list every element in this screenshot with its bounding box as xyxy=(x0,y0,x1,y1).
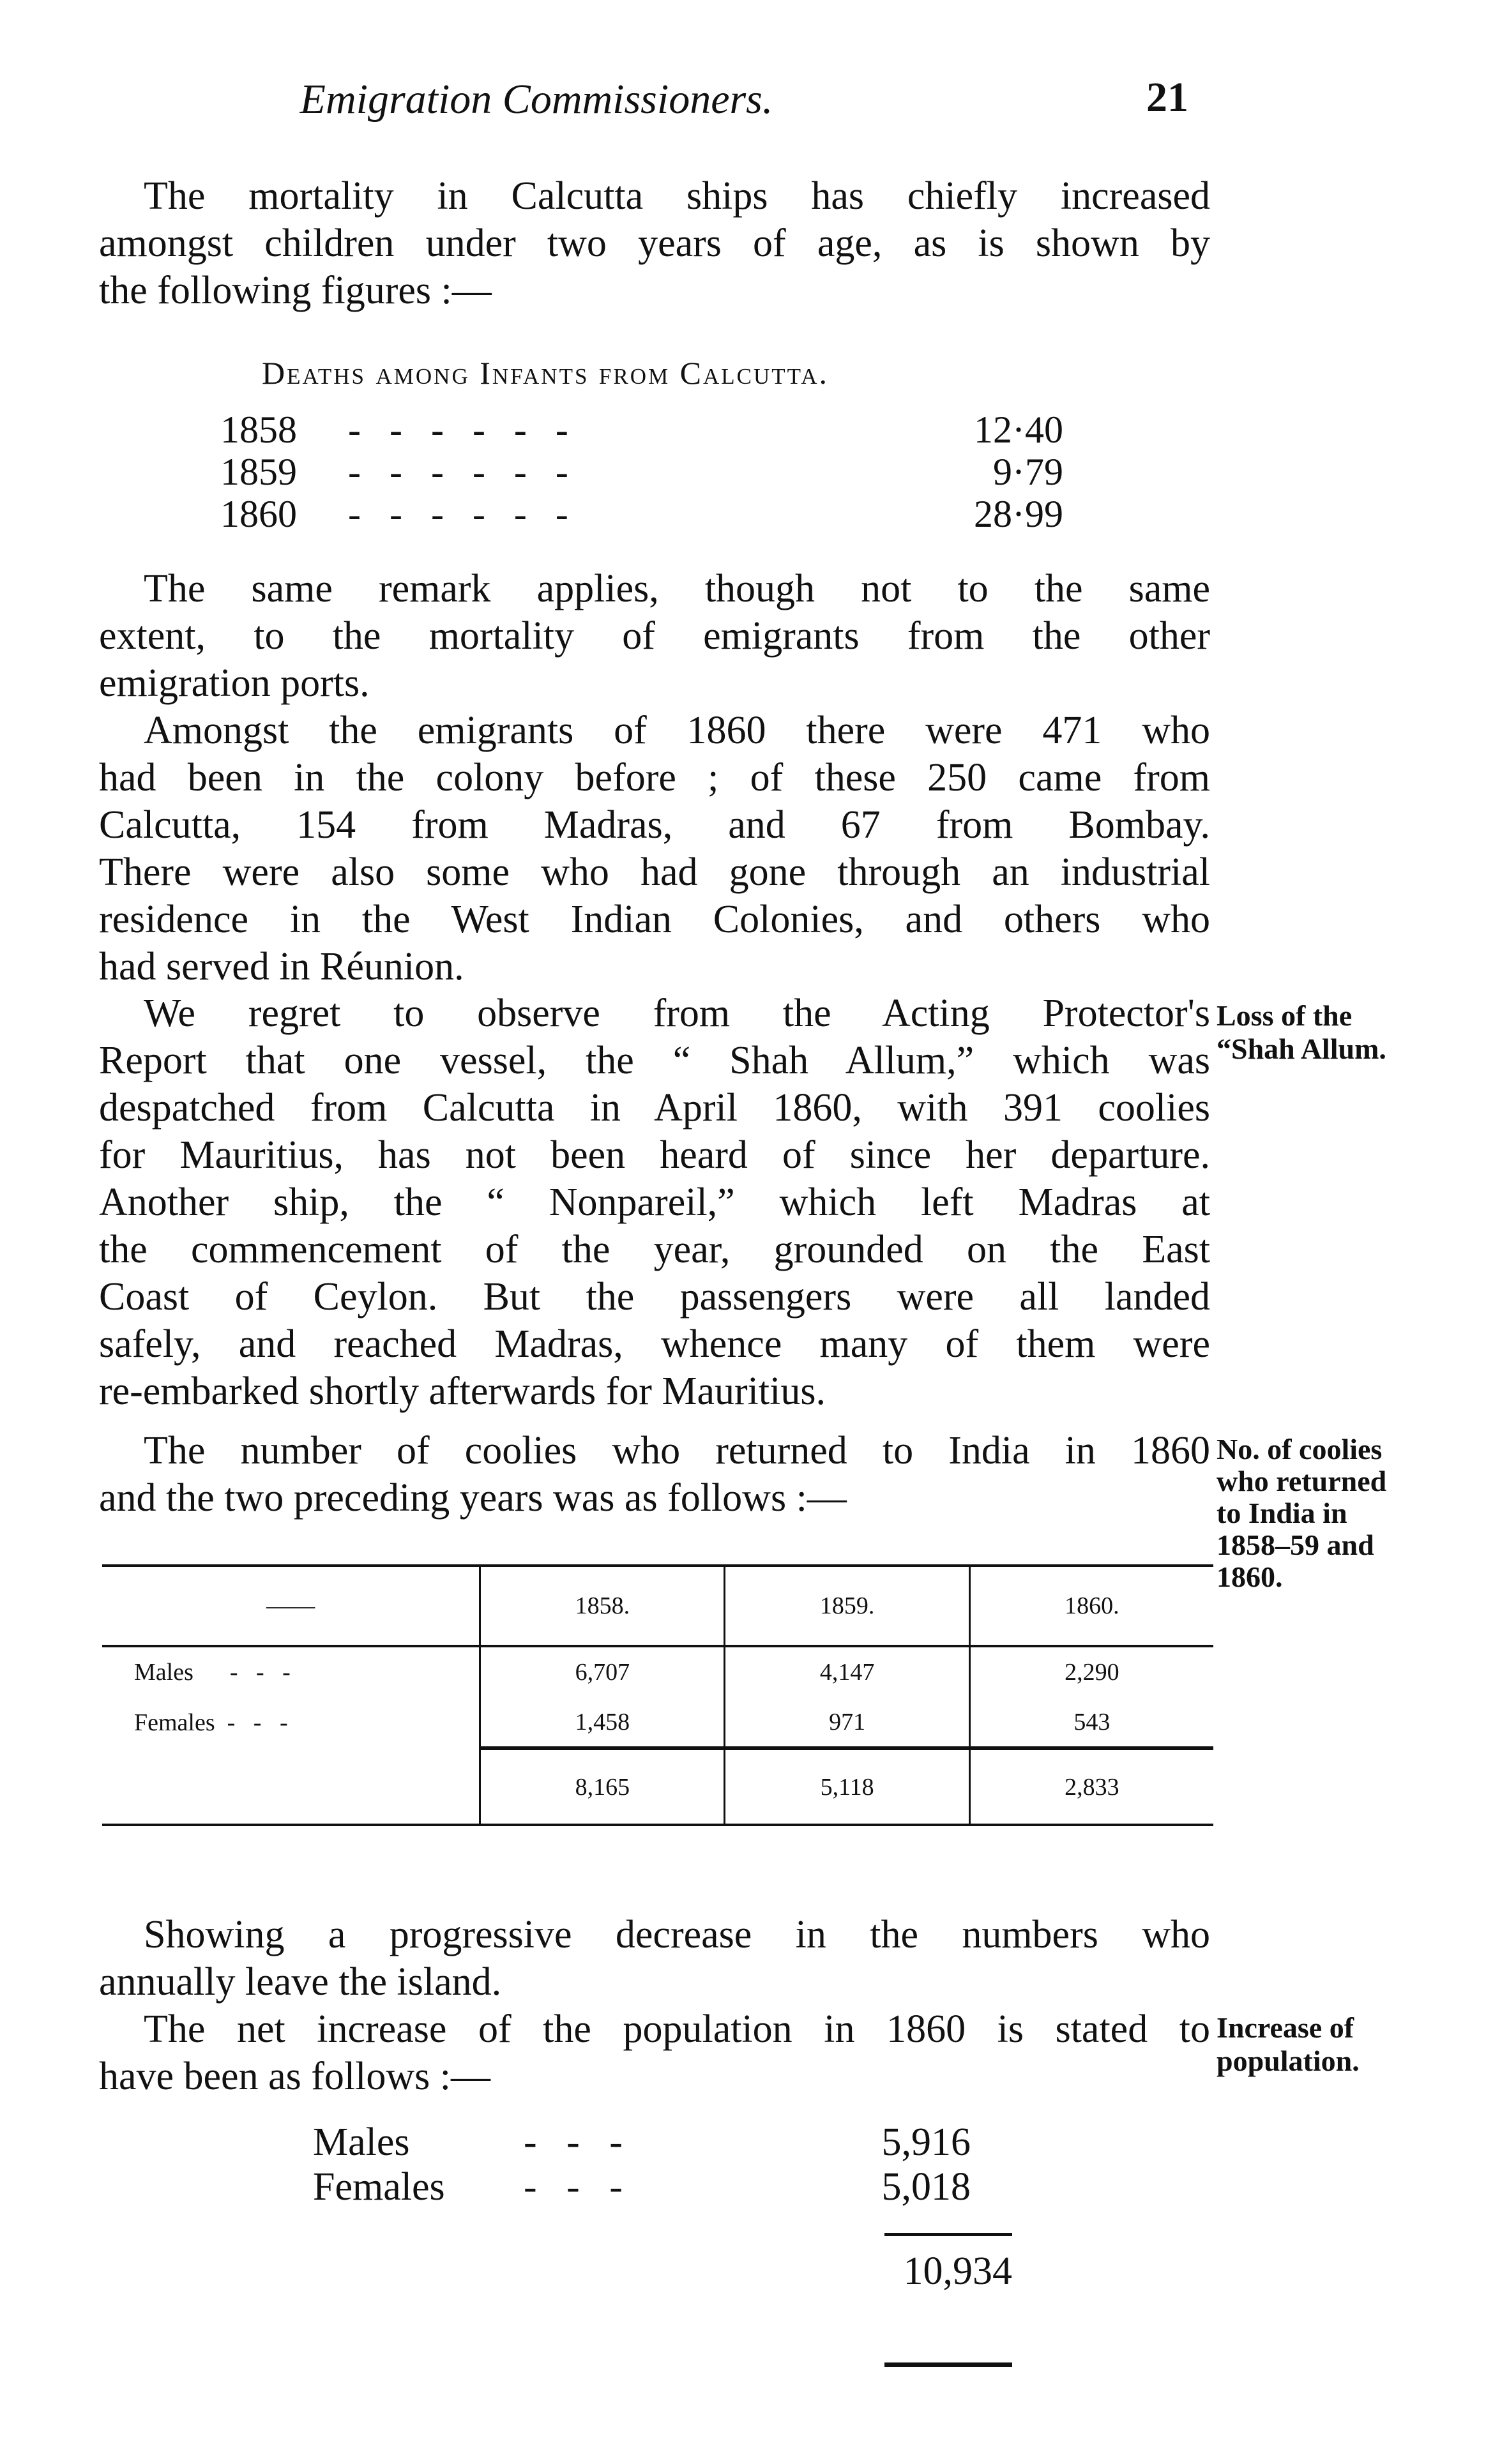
returns-table xyxy=(102,1564,1213,1826)
row-label-text: Males xyxy=(134,1659,193,1686)
leader-dots: - - - xyxy=(227,1709,288,1736)
text-line: Coast of Ceylon. But the passengers were all landed xyxy=(99,1275,1210,1319)
text-line: the following figures :— xyxy=(99,269,492,312)
table-row xyxy=(102,1646,1213,1697)
column-header: 1858. xyxy=(480,1566,725,1646)
table-cell: 1,458 xyxy=(480,1697,725,1748)
row-label: Males xyxy=(313,2120,410,2164)
population-row xyxy=(313,2165,1015,2209)
margin-note-line: “Shah Allum. xyxy=(1217,1032,1386,1065)
text-line: The same remark applies, though not to the same xyxy=(144,567,1210,610)
value-cell: 9·79 xyxy=(993,451,1063,493)
table-cell: 543 xyxy=(969,1697,1213,1748)
margin-note-line: to India in xyxy=(1217,1497,1347,1529)
value-cell: 5,018 xyxy=(881,2165,971,2209)
total-cell: 2,833 xyxy=(969,1748,1213,1825)
leader-dashes: - - - xyxy=(524,2165,623,2209)
table-cell: 2,290 xyxy=(969,1646,1213,1697)
text-line: re-embarked shortly afterwards for Mauritius. xyxy=(99,1370,826,1413)
leader-dashes: - - - - - - xyxy=(348,493,568,535)
text-line: The number of coolies who returned to India in 1860 xyxy=(144,1429,1210,1472)
text-line: Another ship, the “ Nonpareil,” which left Madras at xyxy=(99,1181,1210,1224)
year-cell: 1858 xyxy=(220,409,297,451)
text-line: residence in the West Indian Colonies, and others who xyxy=(99,898,1210,941)
column-header: 1859. xyxy=(725,1566,969,1646)
infant-row xyxy=(220,409,1082,451)
paragraph-net-increase xyxy=(99,2006,1210,2100)
row-label: Females xyxy=(313,2165,445,2209)
text-line: amongst children under two years of age, as is shown by xyxy=(99,222,1210,265)
margin-note-line: 1858–59 and xyxy=(1217,1529,1374,1561)
margin-note-shah-allum xyxy=(1217,999,1485,1066)
page-number: 21 xyxy=(1146,74,1188,121)
year-cell: 1860 xyxy=(220,493,297,535)
table-row xyxy=(102,1697,1213,1748)
margin-note-returned xyxy=(1217,1433,1485,1593)
text-line: extent, to the mortality of emigrants from the other xyxy=(99,614,1210,658)
leader-dashes: - - - xyxy=(524,2120,623,2164)
year-cell: 1859 xyxy=(220,451,297,493)
sum-rule xyxy=(884,2233,1012,2236)
paragraph-same-remark xyxy=(99,565,1210,707)
leader-dashes: - - - - - - xyxy=(348,409,568,451)
text-line: The mortality in Calcutta ships has chiefly increased xyxy=(144,174,1210,218)
text-line: the commencement of the year, grounded on the East xyxy=(99,1228,1210,1271)
row-label xyxy=(102,1697,480,1748)
paragraph-mortality xyxy=(99,172,1210,314)
text-line: annually leave the island. xyxy=(99,1960,502,2004)
totals-label-empty xyxy=(102,1748,480,1825)
text-line: Showing a progressive decrease in the numbers who xyxy=(144,1913,1210,1956)
infant-deaths-table xyxy=(220,409,1082,535)
leader-dots: - - - xyxy=(229,1659,291,1686)
population-total: 10,934 xyxy=(903,2249,1012,2293)
table-cell: 971 xyxy=(725,1697,969,1748)
text-line: emigration ports. xyxy=(99,661,370,705)
row-label xyxy=(102,1646,480,1697)
text-line: There were also some who had gone through an industrial xyxy=(99,850,1210,894)
population-table xyxy=(313,2120,1015,2209)
total-cell: 8,165 xyxy=(480,1748,725,1825)
infant-row xyxy=(220,493,1082,535)
margin-note-line: population. xyxy=(1217,2045,1360,2077)
text-line: Report that one vessel, the “ Shah Allum,” which was xyxy=(99,1039,1210,1082)
infant-deaths-table-title: Deaths among Infants from Calcutta. xyxy=(262,355,829,391)
margin-note-line: Increase of xyxy=(1217,2011,1354,2044)
text-line: The net increase of the population in 1860 is stated to xyxy=(144,2007,1210,2051)
margin-note-line: 1860. xyxy=(1217,1561,1283,1593)
table-cell: 4,147 xyxy=(725,1646,969,1697)
leader-dashes: - - - - - - xyxy=(348,451,568,493)
population-row xyxy=(313,2120,1015,2165)
text-line: We regret to observe from the Acting Protector's xyxy=(144,992,1210,1035)
paragraph-returned-coolies xyxy=(99,1427,1210,1522)
row-label-text: Females xyxy=(134,1709,215,1736)
text-line: had served in Réunion. xyxy=(99,945,464,988)
paragraph-emigrants-1860 xyxy=(99,707,1210,990)
value-cell: 5,916 xyxy=(881,2120,971,2164)
text-line: safely, and reached Madras, whence many of them were xyxy=(99,1322,1210,1366)
paragraph-progressive-decrease xyxy=(99,1911,1210,2006)
paragraph-shah-allum xyxy=(99,990,1210,1415)
text-line: have been as follows :— xyxy=(99,2055,490,2098)
column-header: 1860. xyxy=(969,1566,1213,1646)
double-rule xyxy=(884,2362,1012,2367)
total-cell: 5,118 xyxy=(725,1748,969,1825)
text-line: and the two preceding years was as follows :— xyxy=(99,1476,847,1520)
margin-note-line: No. of coolies xyxy=(1217,1433,1383,1465)
infant-row xyxy=(220,451,1082,493)
totals-row xyxy=(102,1748,1213,1825)
running-header: Emigration Commissioners. xyxy=(299,76,773,123)
value-cell: 12·40 xyxy=(974,409,1063,451)
margin-note-line: who returned xyxy=(1217,1465,1387,1497)
text-line: had been in the colony before ; of these 250 came from xyxy=(99,756,1210,799)
value-cell: 28·99 xyxy=(974,493,1063,535)
text-line: Amongst the emigrants of 1860 there were 471 who xyxy=(144,709,1210,752)
table-cell: 6,707 xyxy=(480,1646,725,1697)
margin-note-population xyxy=(1217,2011,1485,2078)
table-corner: —— xyxy=(266,1592,315,1619)
margin-note-line: Loss of the xyxy=(1217,999,1353,1032)
text-line: despatched from Calcutta in April 1860, with 391 coolies xyxy=(99,1086,1210,1130)
text-line: Calcutta, 154 from Madras, and 67 from Bombay. xyxy=(99,803,1210,847)
text-line: for Mauritius, has not been heard of since her departure. xyxy=(99,1133,1210,1177)
